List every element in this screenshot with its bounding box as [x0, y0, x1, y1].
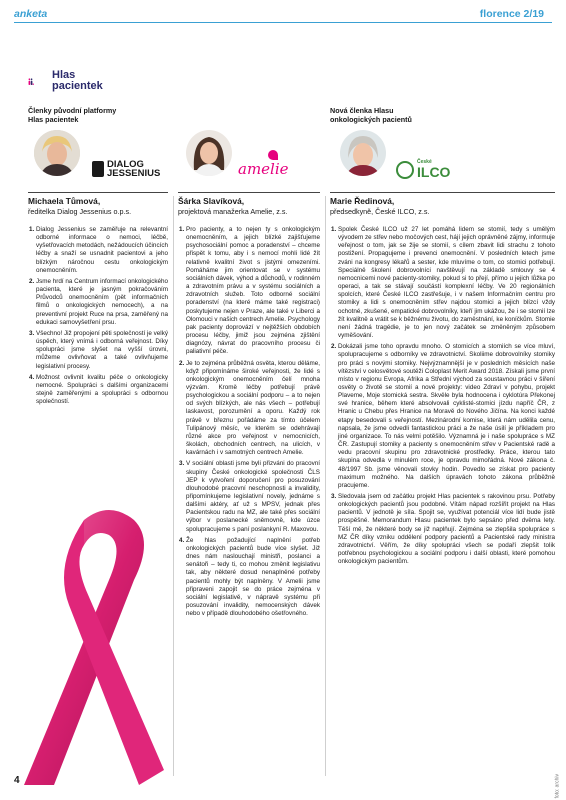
ceske-ilco-logo	[396, 160, 450, 179]
section-title-right-line1: Nová členka Hlasu	[330, 106, 394, 115]
logo-text	[52, 70, 103, 92]
answers-column-3	[326, 226, 555, 569]
section-title-right	[330, 106, 412, 124]
answer-item: 2. Dokázali jsme toho opravdu mnoho. O stomicích a stomiích se více mluví, spolupracujeme s odborníky ve zdravotnictví. Skoliime dobrovolníky stomiky pro práci s novými stomiky. Nejvýznamnější je v posledních měsících naše vítězství v celosvětové soutěži Coloplast Merit Award 2018. Získali jsme první místo v regionu Evropa, Afrika a Střední východ za soustavnou práci v šíření osvěty o životě se stomií a nové projekty: video Zdraví v pohybu, projekt Plaveme, Moje stomická sestra. Skvěle byla hodnocena i cyklotúra Překonej své hranice, během které absolvovali cyklisté-stomici jízdu napříč ČR, z Hranic u Chebu přes Hranice na Moravě do Nového Jičína. Na konci každé etapy besedovali s veřejností. Mezinárodní komise, která nám udělila cenu, napsala, že jsme odvedli fantastickou práci a že naše úsilí je příkladem pro jiné organizace. To nás velmi potěšilo. Významná je i naše spolupráce s MZ ČR. Zastupují stomiky a pacienty s onemocněním střev v Pacientské radě a vedu pracovní skupinu pro zdravotnické prostředky. Práce, kterou tato skupina odvedla v minulém roce, je opravdu mimořádná. Nové zákona č. 48/1997 Sb. jsme věnovali stovky hodin. Povedlo se získat pro pacienty maximum možného. Na dalších úpravách tohoto zákona průběžně pracujeme.	[338, 343, 555, 490]
section-title-right-line2: onkologických pacientů	[330, 115, 412, 124]
hlas-pacientek-logo-icon	[28, 68, 50, 96]
person-name: Šárka Slavíková,	[178, 196, 245, 206]
photo-credit: foto: archiv	[554, 774, 560, 799]
amelie-text: amelie	[238, 160, 289, 178]
amelie-flower-icon	[268, 150, 278, 160]
ilco-text: ILCO	[417, 164, 451, 180]
dialog-mark-icon	[92, 161, 104, 177]
answer-item: 3. Sledovala jsem od začátku projekt Hlas pacientek s rakovinou prsu. Potřeby onkologických pacientů jsou podobné. Vítám nápad rozšířit projekt na Hlas pacientů. V jednotě je síla. Spojit se, využívat potenciál více lidí bude jistě prospěšné. Memorandum Hlasu pacientek bylo sepsáno před dvěma lety. Těší mě, že některé body se již naplňují. Zejména se zlepšila spolupráce s MZ ČR díky vzniku oddělení podpory pacientů a Pacientské rady ministra zdravotnictví. Věřím, že díky spolupráci všech se podaří zlepšit tolik potřebnou psychologickou a sociální podporu i další oblasti, které pomohou onkologickým pacientům.	[338, 493, 555, 566]
magazine-issue: florence 2/19	[479, 8, 544, 20]
col2-rule	[178, 192, 320, 193]
section-label: anketa	[14, 8, 48, 20]
photo-michaela	[34, 130, 80, 176]
col1-rule	[28, 192, 168, 193]
header-rule	[14, 22, 552, 23]
answers-column-2	[174, 226, 320, 621]
person-name: Michaela Tůmová,	[28, 196, 101, 206]
col3-rule	[330, 192, 555, 193]
section-title-left-line1: Členky původní platformy	[28, 106, 117, 115]
answer-item: 2. Je to zejména průběžná osvěta, kterou děláme, když připomínáme široké veřejnosti, že lidé s onkologickým onemocněním čelí mnoha výzvám. Kromě léčby potřebují právě psychologickou a sociální podporu – a to nejen od svých blízkých, ale nás všech – potřebují laskavost, porozumění a oporu. Každý rok právě v březnu pořádáme za tímto účelem Tulipánový měsíc, ve kterém se odehrávají různé akce pro veřejnost v nemocnicích, školách, obchodních centrech, na ulicích, v kavárnách i v samotných centrech Amelie.	[186, 360, 320, 458]
dialog-jessenius-logo	[92, 160, 162, 178]
dialog-line1: DIALOG	[107, 159, 144, 170]
answer-item: 2. Jsme hrdí na Centrum informací onkologického pacienta, které je jasným pokračováním Průvodců onemocněním (pět informačních filmů o onkologických nemocech), a na preventivní projekt Ruce na prsa, zaměřený na edukaci samovyšetření prsu.	[36, 278, 168, 327]
person-role: projektová manažerka Amelie, z.s.	[178, 207, 288, 216]
answers-column-1	[24, 226, 168, 409]
pink-ribbon-icon	[14, 500, 174, 785]
section-title-left-line2: Hlas pacientek	[28, 115, 79, 124]
logo-line2: pacientek	[52, 80, 103, 92]
portrait-icon	[186, 130, 232, 176]
answer-item: 1. Dialog Jessenius se zaměřuje na relevantní odborné informace o nemoci, léčbě, vyšetřovacích metodách, nežádoucích účincích léčby a snaží se usnadnit pacientovi a jeho blízkým náročnou cestu onkologickým onemocněním.	[36, 226, 168, 275]
answer-item: 3. V sociální oblasti jsme byli přizváni do pracovní skupiny České onkologické společnosti ČLS JEP k vytvoření doporučení pro posuzování dlouhodobé pracovní neschopnosti a invalidity, připomínkujeme legislativní novely, jednáme s dalšími aktéry, ať už s MPSV, jednak přes Pacientskou radu na MZ, ale také přes sociální výbor v poslanecké sněmovně, kde úzce spolupracujeme s paní poslankyní R. Maxovou.	[186, 460, 320, 533]
person-name: Marie Ředinová,	[330, 196, 395, 206]
person-role: předsedkyně, České ILCO, z.s.	[330, 207, 430, 216]
photo-marie	[340, 130, 386, 176]
amelie-logo	[238, 150, 289, 178]
answer-item: 3. Všechno! Již propojení pěti společností je velký úspěch, který vnímá i odborná veřejnost. Díky spolupráci jsme slyšet na vyšší úrovni, můžeme ovlivňovat a také ovlivňujeme legislativní procesy.	[36, 330, 168, 371]
answer-item: 4. Možnost ovlivnit kvalitu péče o onkologicky nemocné. Spolupráci s dalšími organizacemi stejně zaměřenými a spolupráci s odbornou společností.	[36, 374, 168, 407]
dialog-line2: JESSENIUS	[107, 168, 161, 179]
answer-item: 1. Spolek České ILCO už 27 let pomáhá lidem se stomií, tedy s umělým vývodem ze střev nebo močových cest, hájí jejich oprávněné zájmy, informuje veřejnost o tom, jak se žije se stomií, s cílem zbavit lidi strachu z tohoto postižení. Propagujeme i prevenci onemocnění. V posledních letech jsme zváni na kongresy lékařů a sester, kde mluvíme o tom, co stomici potřebují. Speciálně školení dobrovolníci navštěvují na základě smlouvy se 4 nemocnicemi nové pacienty-stomiky, pokud si to přejí, přímo u jejich lůžka po operaci, a tak se stávají součástí komplexní léčby. Ve 20 regionálních spolcích, které České ILCO zastřešuje, i v našem Informačním centru pro stomiky a lidi s onemocněním střev najdou stomici a jejich blízcí vždy ochotné, zkušené, empatické dobrovolníky, kteří jim ukážou, že i se stomií lze žít kvalitně a vrátit se k běžnému životu, do zaměstnání, ke koníčkům. Stomie není žádná tragédie, je to jen nový začátek se změněným způsobem vyměšování.	[338, 226, 555, 340]
answer-item: 1. Pro pacienty, a to nejen ty s onkologickým onemocněním, a jejich blízké zajišťujeme psychosociální pomoc a poradenství – chceme přispět k tomu, aby i s nemocí mohli lidé žít relativně kvalitní život s jistými omezeními. Pomáháme jim orientovat se v systému sociálních dávek, výhod a důchodů, v rodinném a zdravotním právu a v systému sociálních a zdravotních služeb. Toto odborné sociální poradenství (na které máme také registraci) poskytujeme nejen v Praze, ale také v Liberci a Olomouci v našich centrech Amelie. Psychology pak pacienty doprovází v nejtěžších obdobích procesu léčby, jimiž jsou zejména zjištění diagnózy, návrat do pracovního procesu či paliativní péče.	[186, 226, 320, 357]
answer-item: 4. Že hlas požadující naplnění potřeb onkologických pacientů bude více slyšet. Již dnes nám naslouchají ministři, poslanci a senátoři – tedy ti, co mohou změnit legislativu tak, aby některé dosud nenaplněné potřeby pacientů mohly být naplněny. V Amelii jsme připraveni zapojit se do práce zejména v sociální legislativě, v nápravě systému při posuzování invalidity, nemocenských dávek nebo v případě dlouhodobého ošetřovného.	[186, 537, 320, 619]
logo-line1: Hlas	[52, 69, 76, 81]
section-title-left	[28, 106, 116, 124]
portrait-icon	[34, 130, 80, 176]
ilco-mark-icon	[396, 161, 414, 179]
portrait-icon	[340, 130, 386, 176]
person-role: ředitelka Dialog Jessenius o.p.s.	[28, 207, 132, 216]
page-number: 4	[14, 775, 20, 786]
photo-sarka	[186, 130, 232, 176]
ilco-small-text: České	[417, 159, 432, 165]
